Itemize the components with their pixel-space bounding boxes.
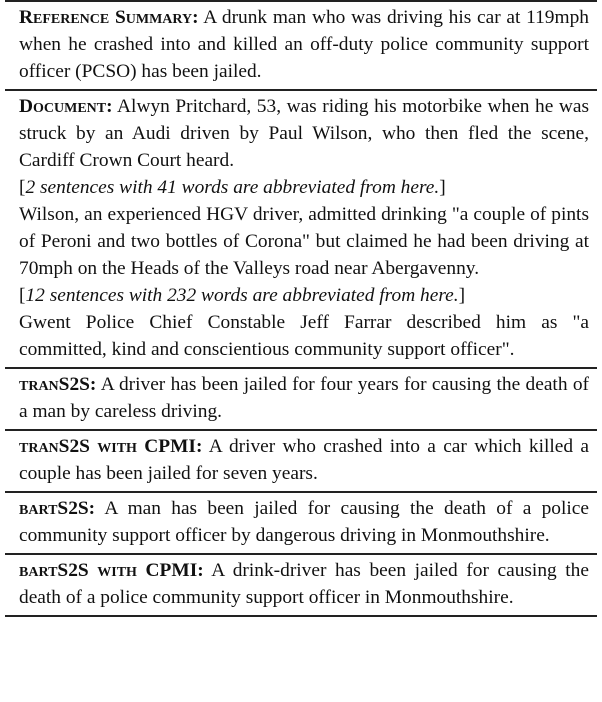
transs2s-cpmi-label <box>19 436 202 457</box>
transs2s-cpmi-row <box>5 429 597 491</box>
model-prefix: bart <box>19 560 58 581</box>
barts2s-label <box>19 498 95 519</box>
with-word: with <box>97 560 137 581</box>
bracket-open: [ <box>19 285 26 306</box>
transs2s-row <box>5 367 597 429</box>
abbreviation-note-2: 12 sentences with 232 words are abbreviated from here. <box>25 285 459 306</box>
reference-summary-label: Reference Summary: <box>19 7 199 28</box>
document-para-1 <box>19 93 589 174</box>
barts2s-text: A man has been jailed for causing the death of a police community support officer by dangerous driving in Monmouthshire. <box>19 498 589 546</box>
reference-summary-text: A drunk man who was driving his car at 119mph when he crashed into and killed an off-duty police community support officer (PCSO) has been jailed. <box>19 7 589 82</box>
model-prefix: bart <box>19 498 58 519</box>
bracket-close: ] <box>439 177 446 198</box>
barts2s-row <box>5 491 597 553</box>
transs2s-label <box>19 374 96 395</box>
cpmi-word: CPMI: <box>145 560 204 581</box>
barts2s-cpmi-label <box>19 560 204 581</box>
transs2s-cpmi-text: A driver who crashed into a car which killed a couple has been jailed for seven years. <box>19 436 589 484</box>
reference-summary-row <box>5 0 597 89</box>
barts2s-cpmi-text: A drink-driver has been jailed for causing the death of a police community support officer in Monmouthshire. <box>19 560 589 608</box>
model-suffix: S2S <box>58 436 90 457</box>
model-prefix: tran <box>19 436 59 457</box>
cpmi-word: CPMI: <box>144 436 203 457</box>
transs2s-text: A driver has been jailed for four years for causing the death of a man by careless driving. <box>19 374 589 422</box>
document-abbreviation-2 <box>19 282 589 309</box>
document-row <box>5 89 597 367</box>
model-suffix: S2S: <box>58 374 97 395</box>
document-para-2: Wilson, an experienced HGV driver, admitted drinking "a couple of pints of Peroni and two bottles of Corona" but claimed he had been driving at 70mph on the Heads of the Valleys road near Abergavenny. <box>19 204 589 279</box>
model-prefix: tran <box>19 374 59 395</box>
abbreviation-note-1: 2 sentences with 41 words are abbreviated from here. <box>25 177 440 198</box>
model-suffix: S2S: <box>57 498 96 519</box>
summary-comparison-table <box>5 0 597 617</box>
bracket-open: [ <box>19 177 26 198</box>
model-suffix: S2S <box>57 560 89 581</box>
document-label: Document: <box>19 96 113 117</box>
document-text-1: Alwyn Pritchard, 53, was riding his motorbike when he was struck by an Audi driven by Paul Wilson, who then fled the scene, Cardiff Crown Court heard. <box>19 96 590 171</box>
barts2s-cpmi-row <box>5 553 597 617</box>
document-abbreviation-1 <box>19 174 589 201</box>
with-word: with <box>97 436 137 457</box>
bracket-close: ] <box>458 285 466 306</box>
document-para-3: Gwent Police Chief Constable Jeff Farrar described him as "a committed, kind and conscientious community support officer". <box>19 312 589 360</box>
